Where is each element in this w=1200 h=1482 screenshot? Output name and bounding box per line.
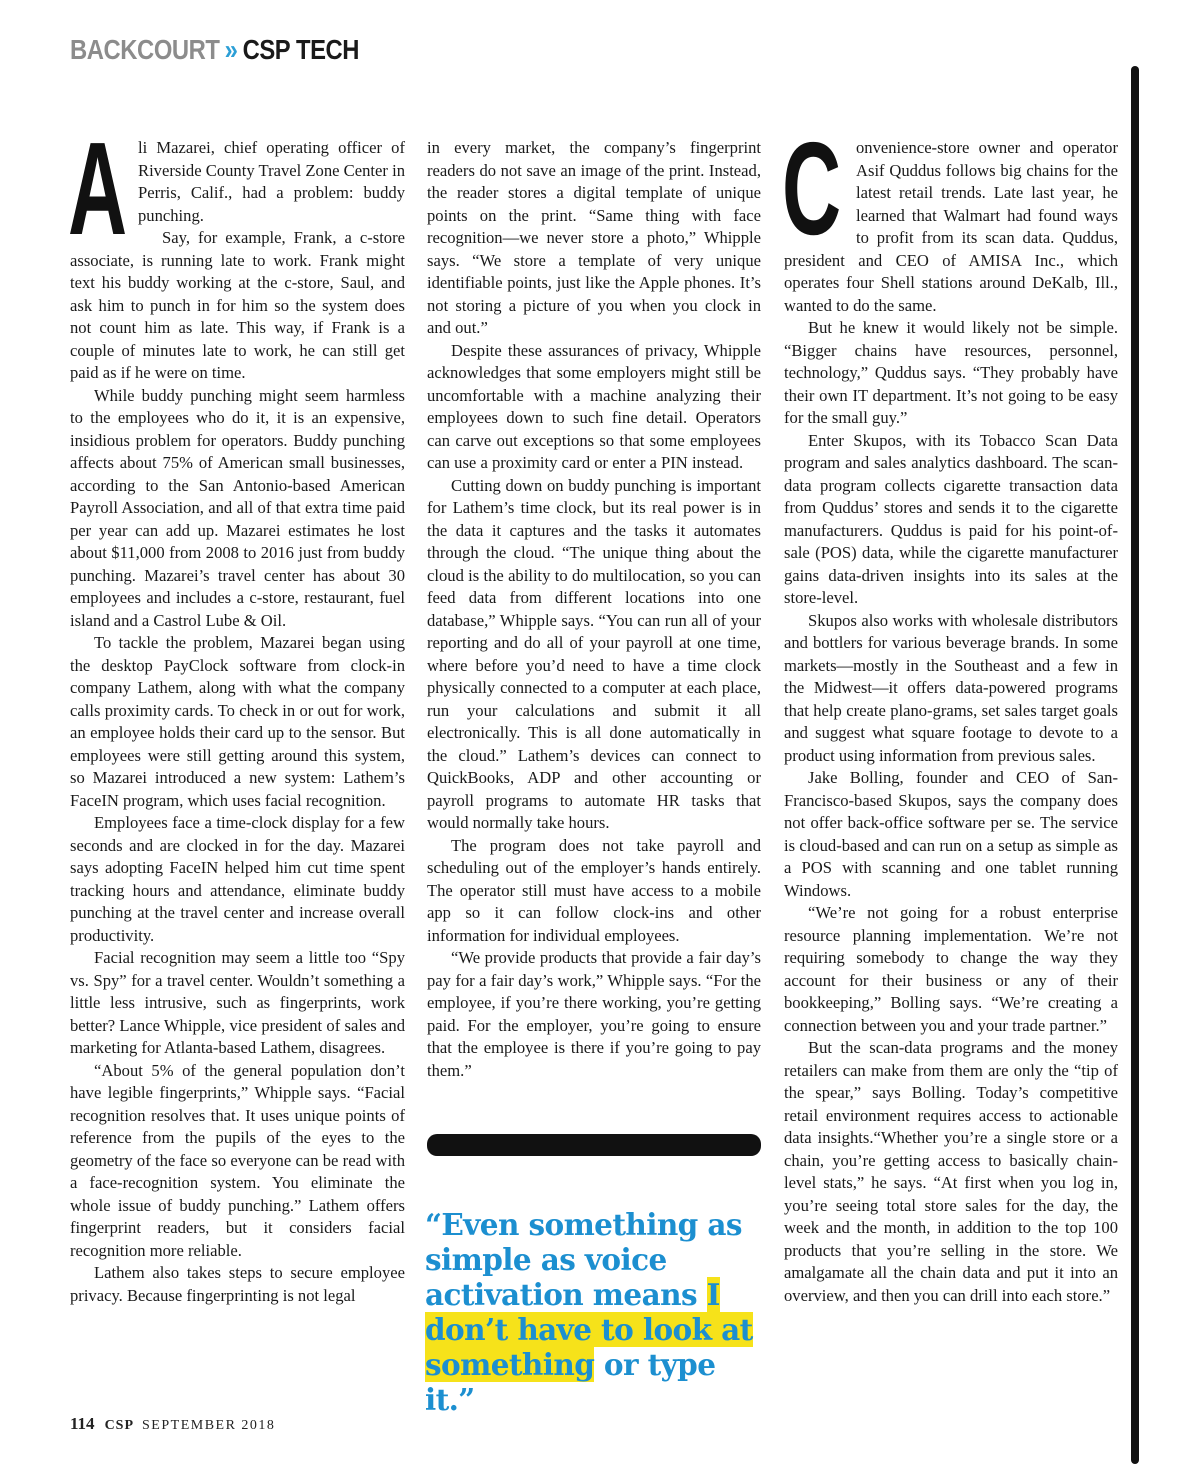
paragraph: But he knew it would likely not be simple. “Bigger chains have resources, personnel, technology,” Quddus says. “They probably have their own IT department. It’s not going to be easy for the small guy.” — [784, 318, 1118, 427]
paragraph: Jake Bolling, founder and CEO of San-Francisco-based Skupos, says the company does not offer back-office software per se. The service is cloud-based and can run on a setup as simple as a POS with scanning and one tablet running Windows. — [784, 768, 1118, 900]
pullquote-divider — [427, 1134, 761, 1156]
article-column-3 — [782, 115, 1118, 1307]
chevron-right-icon: » — [224, 34, 238, 65]
article-column-2 — [427, 137, 761, 1082]
paragraph: Cutting down on buddy punching is important for Lathem’s time clock, but its real power is in the data it captures and the tasks it automates through the cloud. “The unique thing about the cloud is the ability to do multilocation, so you can feed data from different locations into one database,” Whipple says. “You can run all of your reporting and do all of your payroll at one time, where before you’d need to have a time clock physically connected to a computer at each place, run your calculations and submit it all electronically. This is all done automatically in the cloud.” Lathem’s devices can connect to QuickBooks, ADP and other accounting or payroll programs to automate HR tasks that would normally take hours. — [427, 475, 761, 832]
drop-cap: C — [782, 115, 842, 262]
paragraph: Despite these assurances of privacy, Whipple acknowledges that some employers might still be uncomfortable with a machine analyzing their employees down to such fine detail. Operators can carve out exceptions so that some employees can use a proximity card or enter a PIN instead. — [427, 340, 761, 472]
page-number: 114 — [70, 1414, 95, 1433]
paragraph: “We provide products that provide a fair day’s pay for a fair day’s work,” Whipple says. “For the employee, if you’re there working, you’re getting paid. For the employer, you’re going to ensure that the employee is there if you’re going to pay them.” — [427, 948, 761, 1080]
paragraph: in every market, the company’s fingerprint readers do not save an image of the print. Instead, the reader stores a digital template of unique points on the print. “Same thing with face recognition—we never store a photo,” Whipple says. “We store a template of very unique identifiable points, just like the Apple phones. It’s not storing a picture of you when you clock in and out.” — [427, 138, 761, 337]
pull-quote-text: “Even something as simple as voice activation means — [425, 1207, 742, 1312]
paragraph: To tackle the problem, Mazarei began using the desktop PayClock software from clock-in company Lathem, along with what the company calls proximity cards. To check in or out for work, an employee holds their card up to the sensor. But employees were still getting around this system, so Mazarei introduced a new system: Lathem’s FaceIN program, which uses facial recognition. — [70, 633, 405, 810]
vertical-rule — [1131, 66, 1139, 1464]
issue-date: SEPTEMBER 2018 — [142, 1418, 276, 1433]
pull-quote — [425, 1207, 765, 1417]
drop-cap: A — [68, 115, 128, 262]
paragraph: Convenience-store owner and operator Asif Quddus follows big chains for the latest retail trends. Late last year, he learned that Walmart had found ways to profit from its scan data. Quddus, president and CEO of AMISA Inc., which operates four Shell stations around DeKalb, Ill., wanted to do the same. — [782, 115, 1118, 315]
paragraph: Employees face a time-clock display for a few seconds and are clocked in for the day. Mazarei says adopting FaceIN helped him cut time spent tracking hours and attendance, eliminate buddy punching at the travel center and increase overall productivity. — [70, 813, 405, 945]
section-header — [70, 34, 359, 66]
paragraph: “About 5% of the general population don’t have legible fingerprints,” Whipple says. “Facial recognition resolves that. It uses unique points of reference from the pupils of the eyes to the geometry of the face so everyone can be read with a face-recognition system. You eliminate the whole issue of buddy punching.” Lathem offers fingerprint readers, but it considers facial recognition more reliable. — [70, 1060, 405, 1260]
paragraph: Skupos also works with wholesale distributors and bottlers for various beverage brands. In some markets—mostly in the Southeast and a few in the Midwest—it offers data-powered programs that help create plano-grams, set sales target goals and suggest what square footage to devote to a product using information from previous sales. — [784, 610, 1118, 765]
paragraph: Say, for example, Frank, a c-store associate, is running late to work. Frank might text his buddy working at the c-store, Saul, and ask him to punch in for him so the system does not count him as late. This way, if Frank is a couple of minutes late to work, he can still get paid as if he were on time. — [70, 228, 405, 382]
section-name: BACKCOURT — [70, 34, 220, 65]
paragraph: Ali Mazarei, chief operating officer of Riverside County Travel Zone Center in Perris, Calif., had a problem: buddy punching. — [68, 115, 405, 262]
paragraph: But the scan-data programs and the money retailers can make from them are only the “tip of the spear,” says Bolling. Today’s competitive retail environment requires access to actionable data insights.“Whether you’re a single store or a chain, you’re getting access to basically chain-level stats,” he says. “At first when you log in, you’re seeing total store sales for the day, the week and the month, in addition to the top 100 products that you’re selling in the store. We amalgamate all the chain data and put it into an overview, and then you can drill into each store.” — [784, 1038, 1118, 1305]
pull-quote-text-end: or type it.” — [425, 1347, 716, 1417]
paragraph: The program does not take payroll and scheduling out of the employer’s hands entirely. The operator still must have access to a mobile app so it can follow clock-ins and other information for individual employees. — [427, 835, 761, 945]
magazine-name: CSP — [104, 1418, 135, 1433]
page-footer — [70, 1414, 275, 1434]
pull-quote-highlight: I don’t have to look at something — [425, 1277, 753, 1382]
paragraph: While buddy punching might seem harmless to the employees who do it, it is an expensive, insidious problem for operators. Buddy punching affects about 75% of American small businesses, according to the San Antonio-based American Payroll Association, and all of that extra time paid per year can add up. Mazarei estimates he lost about $11,000 from 2008 to 2016 just from buddy punching. Mazarei’s travel center has about 30 employees and includes a c-store, restaurant, fuel island and a Castrol Lube & Oil. — [70, 385, 405, 630]
paragraph: Facial recognition may seem a little too “Spy vs. Spy” for a travel center. Wouldn’t something a little less intrusive, such as fingerprints, work better? Lance Whipple, vice president of sales and marketing for Atlanta-based Lathem, disagrees. — [70, 948, 405, 1057]
article-column-1 — [68, 115, 405, 1307]
paragraph: Lathem also takes steps to secure employee privacy. Because fingerprinting is not legal — [70, 1263, 405, 1305]
paragraph: Enter Skupos, with its Tobacco Scan Data program and sales analytics dashboard. The scan-data program collects cigarette transaction data from Quddus’ stores and sends it to the cigarette manufacturers. Quddus is paid for his point-of-sale (POS) data, while the cigarette manufacturer gains data-driven insights into its sales at the store-level. — [784, 430, 1118, 607]
subsection-name: CSP TECH — [242, 34, 360, 65]
paragraph: “We’re not going for a robust enterprise resource planning implementation. We’re not requiring somebody to change the way they account for their business or any of their bookkeeping,” Bolling says. “We’re creating a connection between you and your trade partner.” — [784, 903, 1118, 1035]
